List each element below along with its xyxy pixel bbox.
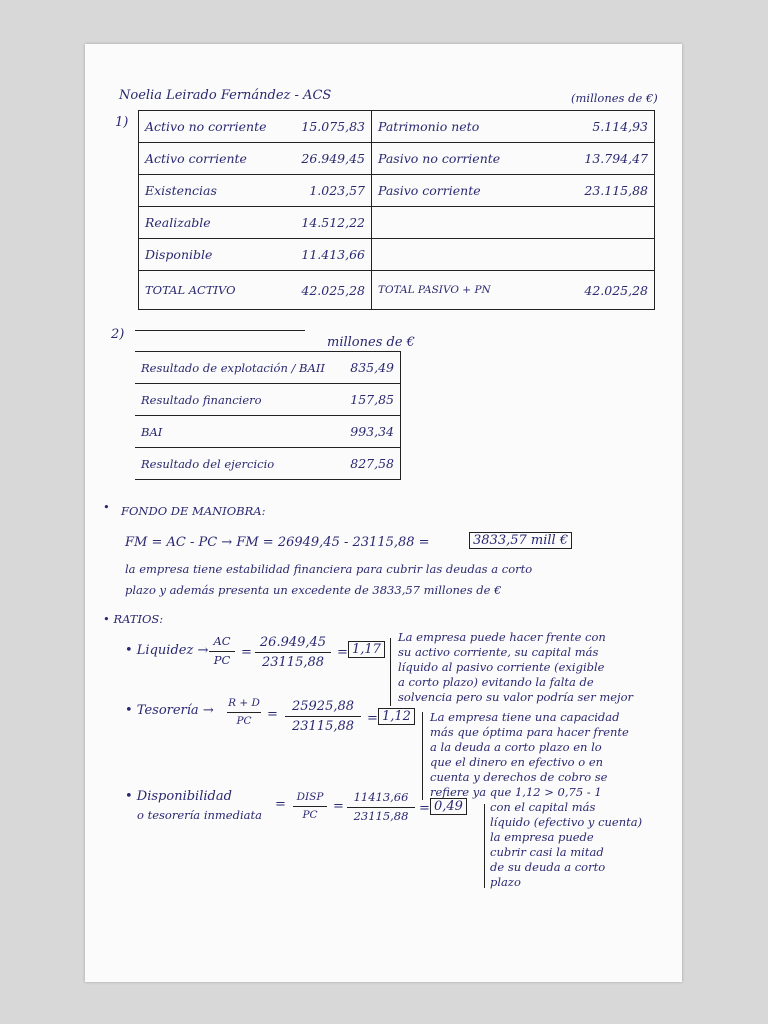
fondo-formula: FM = AC - PC → FM = 26949,45 - 23115,88 = [125, 535, 430, 550]
table-row [139, 271, 655, 310]
tesoreria-comment-2: más que óptima para hacer frente [430, 725, 629, 739]
fraction-bar [227, 712, 261, 713]
value-cell: 1.023,57 [281, 175, 372, 207]
tesoreria-symbol-fraction [227, 698, 261, 726]
value-cell: 11.413,66 [281, 239, 372, 271]
label-cell: Resultado del ejercicio [135, 448, 341, 480]
fraction-denominator: 23115,88 [353, 808, 409, 823]
fraction-bar [285, 716, 361, 717]
tesoreria-result-box: 1,12 [378, 708, 415, 725]
value-cell: 15.075,83 [281, 111, 372, 143]
disponibilidad-comment-3: la empresa puede [490, 830, 594, 844]
fraction-numerator: 25925,88 [291, 699, 355, 714]
fraction-numerator: 11413,66 [353, 790, 409, 804]
value-cell [552, 239, 654, 271]
label-cell: Pasivo no corriente [372, 143, 553, 175]
disponibilidad-label-1: • Disponibilidad [125, 789, 232, 804]
tesoreria-value-fraction [285, 700, 361, 733]
fondo-result-box: 3833,57 mill € [469, 532, 572, 549]
label-cell [372, 207, 553, 239]
value-cell: 13.794,47 [552, 143, 654, 175]
liquidez-comment-5: solvencia pero su valor podría ser mejor [398, 690, 634, 704]
value-cell: 14.512,22 [281, 207, 372, 239]
balance-sheet-table [138, 110, 655, 310]
bracket-line [390, 638, 391, 706]
bracket-line [484, 804, 485, 888]
total-label-cell: TOTAL PASIVO + PN [372, 271, 553, 310]
fraction-denominator: 23115,88 [291, 719, 355, 734]
fondo-comment-line-1: la empresa tiene estabilidad financiera para cubrir las deudas a corto [125, 562, 533, 576]
label-cell: Resultado de explotación / BAII [135, 352, 341, 384]
liquidez-comment-2: su activo corriente, su capital más [398, 645, 599, 659]
disponibilidad-comment-1: con el capital más [490, 800, 596, 814]
equals-sign: = [267, 707, 278, 722]
equals-sign: = [333, 799, 344, 814]
value-cell [552, 207, 654, 239]
table-row [135, 384, 401, 416]
value-cell: 5.114,93 [552, 111, 654, 143]
liquidez-comment-4: a corto plazo) evitando la falta de [398, 675, 594, 689]
units-note: (millones de €) [571, 91, 658, 105]
table-row [135, 416, 401, 448]
disponibilidad-comment-4: cubrir casi la mitad [490, 845, 604, 859]
liquidez-comment-1: La empresa puede hacer frente con [398, 630, 606, 644]
bracket-line [422, 712, 423, 800]
section-2-number: 2) [111, 327, 125, 342]
fraction-bar [347, 807, 415, 808]
table-row [135, 352, 401, 384]
liquidez-result-box: 1,17 [348, 641, 385, 658]
fraction-denominator: PC [236, 714, 252, 727]
table-row [139, 143, 655, 175]
disponibilidad-result-box: 0,49 [430, 798, 467, 815]
table-row [139, 175, 655, 207]
liquidez-label: • Liquidez → [125, 643, 209, 658]
tesoreria-comment-6: refiere ya que 1,12 > 0,75 - 1 [430, 785, 602, 799]
label-cell: Pasivo corriente [372, 175, 553, 207]
disponibilidad-symbol-fraction [293, 792, 327, 820]
label-cell: Patrimonio neto [372, 111, 553, 143]
results-table [135, 351, 401, 480]
table-row [139, 239, 655, 271]
divider [135, 330, 305, 331]
value-cell: 23.115,88 [552, 175, 654, 207]
label-cell: Existencias [139, 175, 282, 207]
disponibilidad-comment-2: líquido (efectivo y cuenta) [490, 815, 643, 829]
table-row [139, 207, 655, 239]
fraction-denominator: PC [302, 808, 318, 821]
tesoreria-comment-3: a la deuda a corto plazo en lo [430, 740, 602, 754]
disponibilidad-comment-5: de su deuda a corto [490, 860, 606, 874]
section-1-number: 1) [115, 115, 129, 130]
label-cell: Realizable [139, 207, 282, 239]
disponibilidad-label-2: o tesorería inmediata [137, 808, 262, 822]
tesoreria-comment-1: La empresa tiene una capacidad [430, 710, 620, 724]
value-cell: 827,58 [341, 448, 400, 480]
equals-sign: = [275, 797, 286, 812]
liquidez-comment-3: líquido al pasivo corriente (exigible [398, 660, 605, 674]
equals-sign: = [367, 711, 378, 726]
disponibilidad-comment-6: plazo [490, 875, 521, 889]
ratios-title: • RATIOS: [103, 612, 164, 626]
tesoreria-comment-4: que el dinero en efectivo o en [430, 755, 604, 769]
liquidez-value-fraction [255, 636, 331, 669]
author-name: Noelia Leirado Fernández - ACS [119, 88, 332, 103]
value-cell: 157,85 [341, 384, 400, 416]
fraction-denominator: PC [213, 652, 231, 667]
fraction-numerator: AC [213, 634, 231, 648]
table-row [139, 111, 655, 143]
tesoreria-label: • Tesorería → [125, 703, 214, 718]
label-cell: BAI [135, 416, 341, 448]
disponibilidad-value-fraction [347, 792, 415, 822]
fondo-bullet: • [103, 500, 110, 514]
fraction-bar [255, 652, 331, 653]
label-cell: Resultado financiero [135, 384, 341, 416]
label-cell: Disponible [139, 239, 282, 271]
fondo-title: FONDO DE MANIOBRA: [121, 504, 266, 518]
notebook-page [85, 44, 682, 982]
value-cell: 26.949,45 [281, 143, 372, 175]
fondo-comment-line-2: plazo y además presenta un excedente de 3833,57 millones de € [125, 583, 502, 597]
equals-sign: = [337, 645, 348, 660]
total-label-cell: TOTAL ACTIVO [139, 271, 282, 310]
fraction-numerator: DISP [296, 791, 324, 803]
value-cell: 835,49 [341, 352, 400, 384]
equals-sign: = [419, 801, 430, 816]
fraction-bar [293, 806, 327, 807]
section-2-units: millones de € [327, 335, 415, 350]
fraction-numerator: 26.949,45 [259, 635, 327, 650]
fraction-denominator: 23115,88 [261, 655, 325, 670]
fraction-bar [209, 651, 235, 652]
total-value-cell: 42.025,28 [281, 271, 372, 310]
liquidez-symbol-fraction [209, 636, 235, 666]
fraction-numerator: R + D [228, 697, 260, 709]
value-cell: 993,34 [341, 416, 400, 448]
table-row [135, 448, 401, 480]
label-cell: Activo no corriente [139, 111, 282, 143]
total-value-cell: 42.025,28 [552, 271, 654, 310]
tesoreria-comment-5: cuenta y derechos de cobro se [430, 770, 608, 784]
equals-sign: = [241, 645, 252, 660]
label-cell: Activo corriente [139, 143, 282, 175]
label-cell [372, 239, 553, 271]
